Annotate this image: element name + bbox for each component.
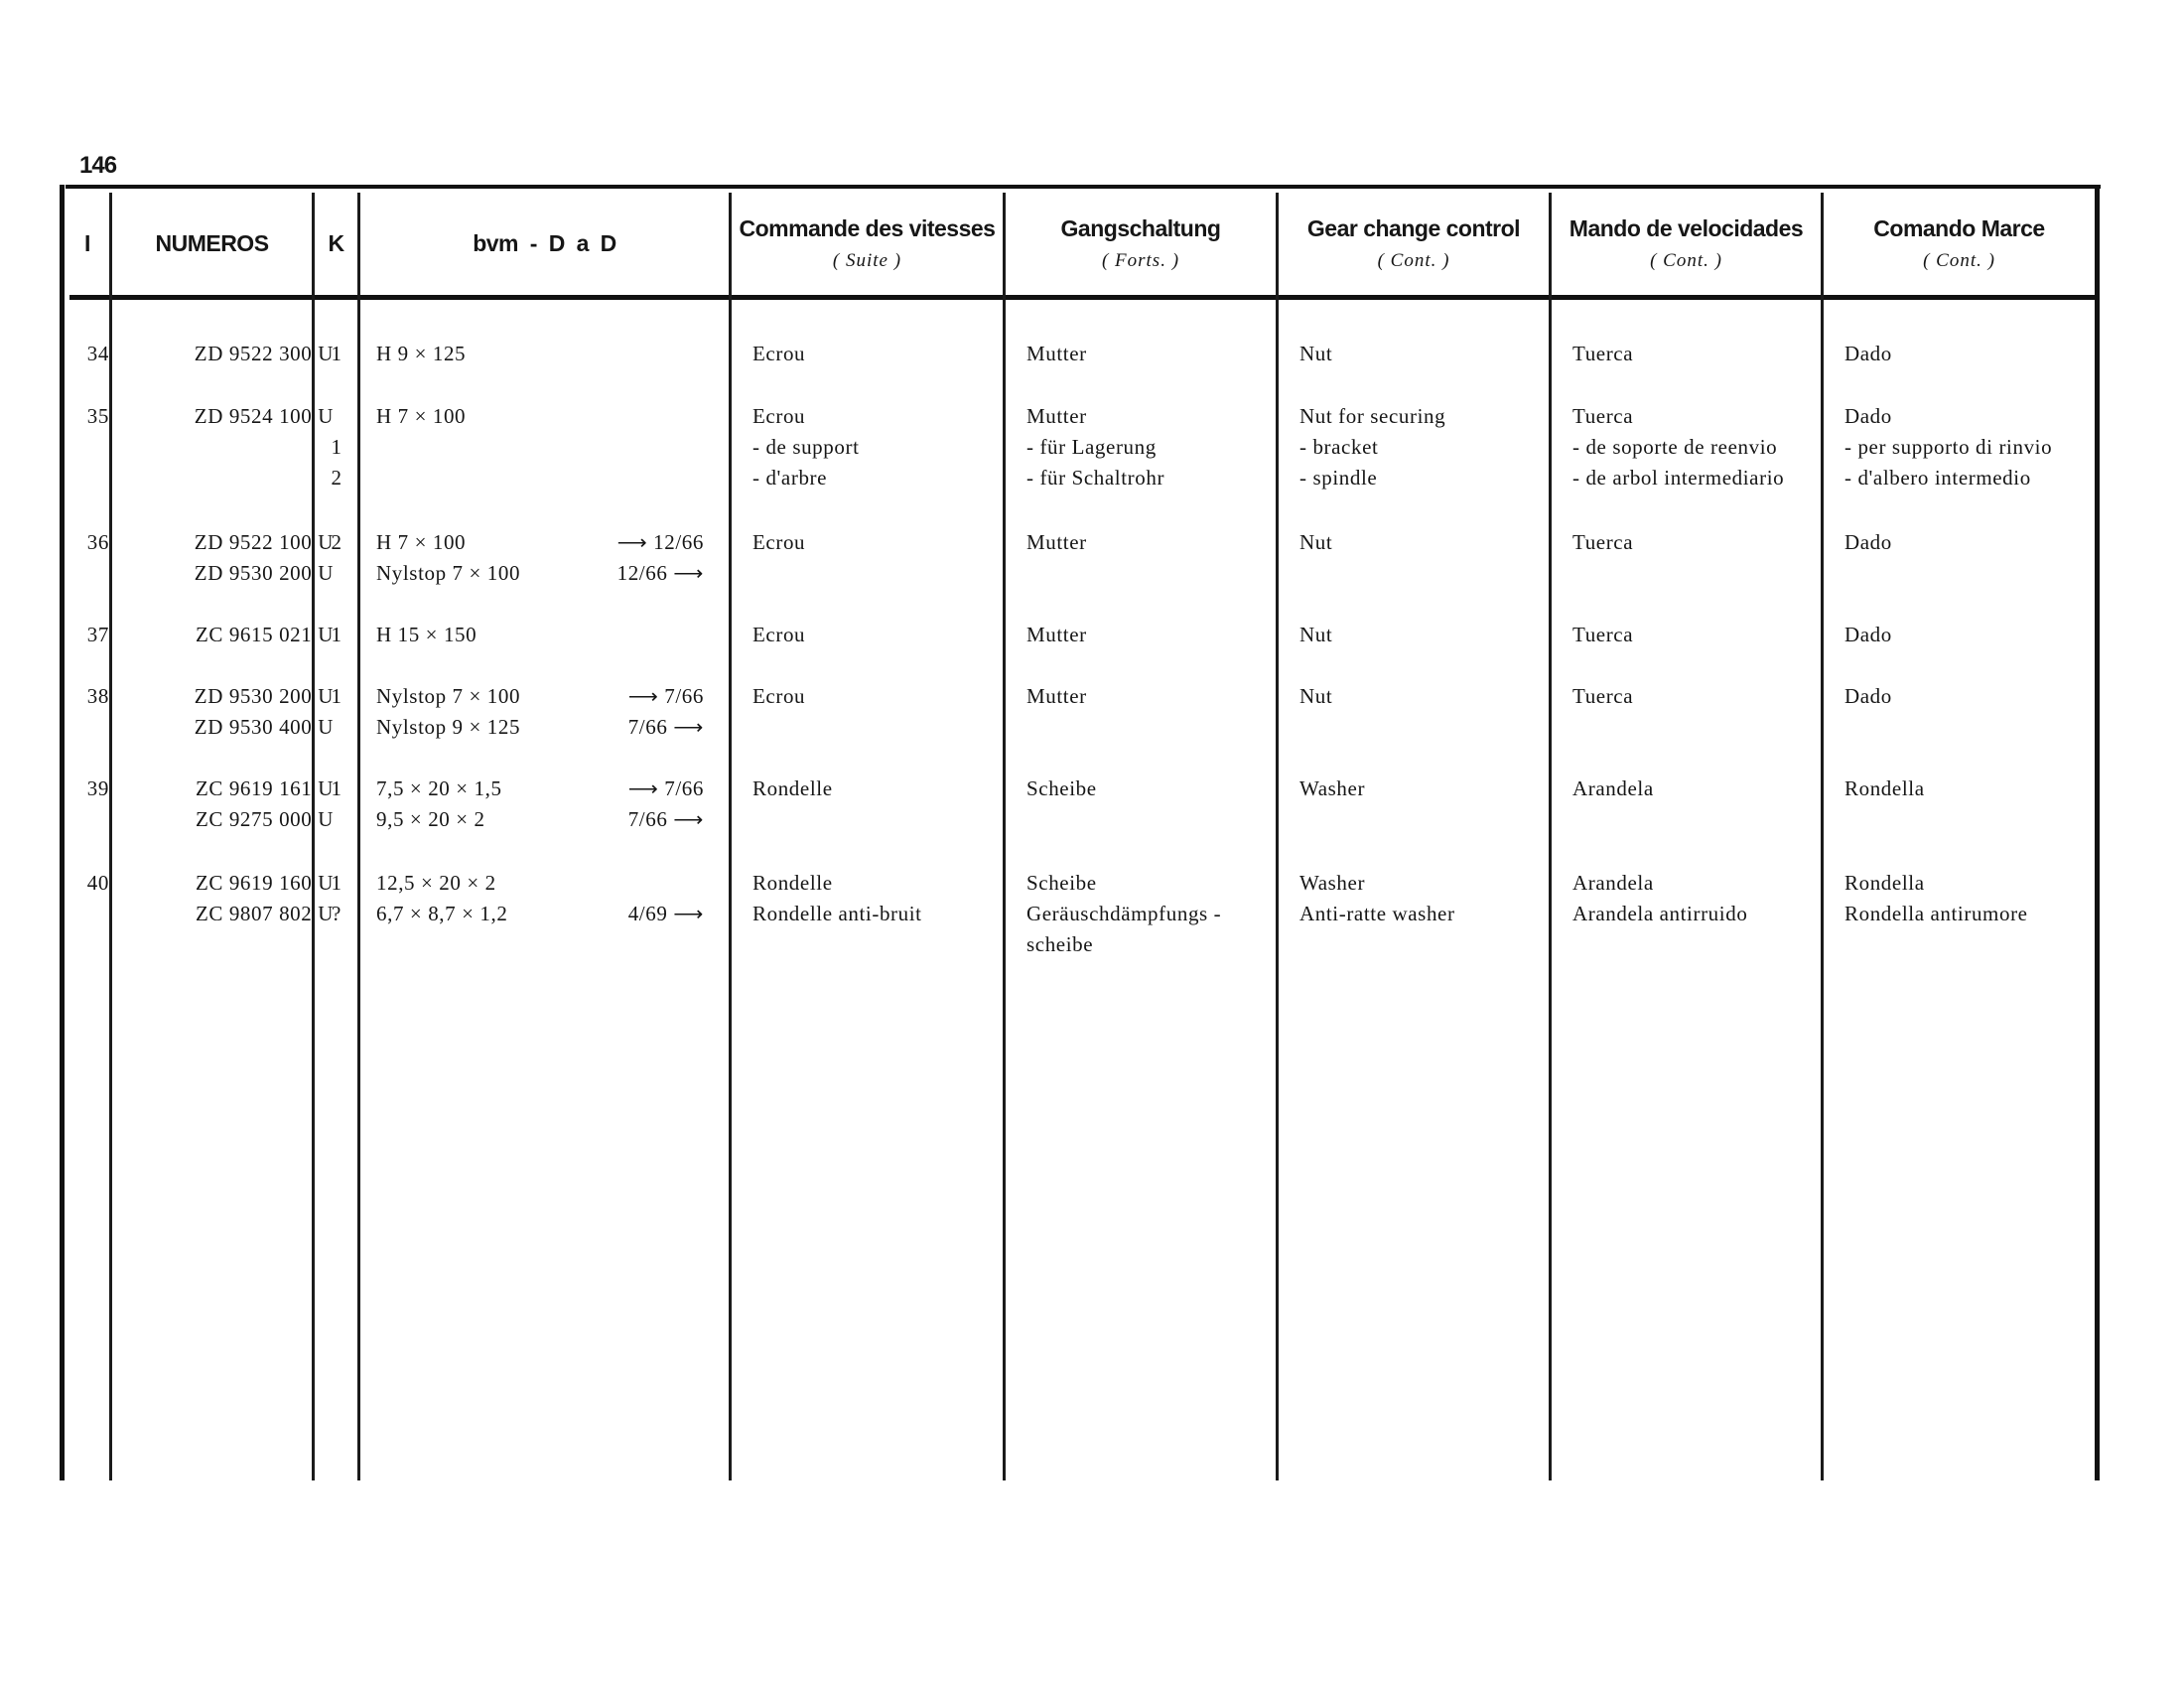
designation-it [1844,620,2103,650]
designation-text: Mutter [1026,684,1087,708]
designation-de [1026,774,1285,804]
designation-text: - bracket [1299,435,1379,459]
designation-en [1299,339,1558,369]
designation-text: Rondelle anti-bruit [752,902,922,925]
quantity-value [326,401,347,432]
part-numbers [143,527,334,589]
designation-text: Nut [1299,623,1333,646]
designation-en [1299,527,1558,558]
validity-date: 4/69 ⟶ [627,902,704,925]
dimension-spec [376,681,704,743]
designation-text: Tuerca [1572,530,1634,554]
designation-text: Ecrou [752,342,806,365]
table-right-border [2095,185,2100,1480]
item-index-text: 35 [86,404,109,428]
designation-text: - de soporte de reenvio [1572,435,1778,459]
designation-text: Dado [1844,623,1892,646]
designation-text: Anti-ratte washer [1299,902,1455,925]
designation-fr [752,401,1011,493]
designation-es [1572,620,1831,650]
dimension-text: 6,7 × 8,7 × 1,2 [376,902,508,925]
designation-fr [752,681,1011,712]
header-lang-title: Mando de velocidades [1569,214,1804,241]
part-number: ZC 9615 021 U [195,623,334,646]
designation-it [1844,527,2103,558]
designation-text: Rondelle [752,776,833,800]
header-lang-sub: ( Cont. ) [1377,249,1450,271]
item-index [77,868,109,899]
designation-en [1299,774,1558,804]
quantity-value: 1 [331,776,342,800]
part-number [143,463,334,493]
designation-de [1026,527,1285,558]
header-bvm-label: bvm - D a D [473,229,616,256]
header-lang-sub: ( Forts. ) [1101,249,1180,271]
dimension-spec [376,527,704,589]
header-numeros-label: NUMEROS [155,229,269,256]
parts-table [66,185,2101,1480]
part-number: ZD 9524 100 U [194,404,334,428]
designation-text: - de arbol intermediario [1572,466,1785,490]
part-numbers [143,774,334,835]
quantity-value: 2 [331,530,342,554]
designation-de [1026,681,1285,712]
dimension-text: 12,5 × 20 × 2 [376,871,496,895]
designation-en [1299,401,1558,493]
quantity-value: 1 [331,684,342,708]
header-lang-fr [732,199,1003,288]
dimension-text: Nylstop 7 × 100 [376,684,521,708]
designation-it [1844,401,2103,493]
designation-es [1572,774,1831,804]
quantity-value [326,712,347,743]
header-lang-title: Gear change control [1306,214,1521,241]
quantity-k [326,339,347,369]
header-lang-sub: ( Suite ) [832,249,902,271]
designation-text: Washer [1299,776,1366,800]
header-lang-title: Comando Marce [1873,214,2045,241]
designation-en [1299,681,1558,712]
designation-text: Mutter [1026,623,1087,646]
designation-text: Ecrou [752,404,806,428]
page-number: 146 [79,152,117,179]
header-lang-title: Gangschaltung [1060,214,1221,241]
designation-de [1026,620,1285,650]
designation-es [1572,868,1831,929]
designation-es [1572,681,1831,712]
header-numeros [112,199,312,288]
designation-text: - für Schaltrohr [1026,466,1165,490]
part-numbers [143,401,334,493]
quantity-k [326,868,347,929]
dimension-line [376,774,704,804]
dimension-text: Nylstop 9 × 125 [376,715,521,739]
designation-text: Nut [1299,530,1333,554]
designation-text: Tuerca [1572,684,1634,708]
dimension-spec [376,401,704,493]
designation-text: - spindle [1299,466,1378,490]
designation-text: - de support [752,435,860,459]
column-divider-k [357,193,360,1480]
part-numbers [143,868,334,929]
designation-text: Rondella [1844,871,1925,895]
dimension-text: H 15 × 150 [376,623,478,646]
item-index-text: 40 [86,871,109,895]
part-number: ZC 9619 160 U [195,871,334,895]
designation-text: Scheibe [1026,871,1097,895]
validity-date: ⟶ 7/66 [627,684,704,708]
designation-de [1026,401,1285,493]
header-bottom-rule [69,295,2095,300]
part-number: ZC 9619 161 U [195,776,334,800]
designation-it [1844,681,2103,712]
part-number: ZC 9275 000 U [195,807,334,831]
designation-text: Tuerca [1572,404,1634,428]
header-lang-en [1279,199,1549,288]
header-lang-it [1824,199,2095,288]
designation-de [1026,339,1285,369]
dimension-spec [376,868,704,929]
header-index-label: I [84,229,90,256]
dimension-text [376,463,704,493]
quantity-k [326,620,347,650]
item-index-text: 36 [86,530,109,554]
dimension-text: 7,5 × 20 × 1,5 [376,776,502,800]
designation-text: Nut [1299,684,1333,708]
dimension-spec [376,339,704,369]
quantity-value: ? [332,902,341,925]
part-number [143,432,334,463]
quantity-value: 1 [331,871,342,895]
validity-date: ⟶ 7/66 [627,776,704,800]
item-index-text: 34 [86,342,109,365]
quantity-value [326,804,347,835]
designation-text: Nut for securing [1299,404,1446,428]
designation-text: Ecrou [752,623,806,646]
dimension-text: H 7 × 100 [376,530,467,554]
quantity-value [326,558,347,589]
designation-text: Tuerca [1572,623,1634,646]
validity-date: 7/66 ⟶ [627,715,704,739]
header-k [315,199,357,288]
table-top-rule [66,185,2101,189]
dimension-line [376,868,704,899]
designation-en [1299,620,1558,650]
validity-date: ⟶ 12/66 [616,530,704,554]
designation-text: Rondella antirumore [1844,902,2028,925]
quantity-value: 1 [331,435,342,459]
designation-text: Mutter [1026,404,1087,428]
dimension-text: H 7 × 100 [376,404,467,428]
column-divider-fr [1003,193,1006,1480]
designation-fr [752,620,1011,650]
designation-text: Dado [1844,684,1892,708]
designation-text: - d'arbre [752,466,828,490]
designation-en [1299,868,1558,929]
item-index [77,681,109,712]
designation-text: Scheibe [1026,776,1097,800]
quantity-k [326,527,347,589]
item-index [77,774,109,804]
part-numbers [143,620,334,650]
designation-text: Mutter [1026,342,1087,365]
designation-text: - d'albero intermedio [1844,466,2031,490]
designation-it [1844,868,2103,929]
designation-text: Geräuschdämpfungs - [1026,902,1222,925]
designation-text: Rondelle [752,871,833,895]
dimension-spec [376,774,704,835]
quantity-value: 2 [331,466,342,490]
designation-it [1844,774,2103,804]
designation-fr [752,339,1011,369]
designation-text: Nut [1299,342,1333,365]
designation-text: Dado [1844,342,1892,365]
header-lang-title: Commande des vitesses [739,214,996,241]
part-numbers [143,339,334,369]
dimension-line [376,712,704,743]
designation-text: Dado [1844,404,1892,428]
quantity-value: 1 [331,623,342,646]
item-index-text: 38 [86,684,109,708]
dimension-line [376,558,704,589]
designation-fr [752,868,1011,929]
part-number: ZC 9807 802 U [195,902,334,925]
quantity-value: 1 [331,342,342,365]
designation-text: Arandela [1572,776,1654,800]
designation-es [1572,339,1831,369]
part-number: ZD 9530 200 U [194,561,334,585]
dimension-spec [376,620,704,650]
quantity-k [326,774,347,835]
designation-it [1844,339,2103,369]
column-divider-en [1549,193,1552,1480]
part-number: ZD 9530 400 U [194,715,334,739]
dimension-line [376,804,704,835]
validity-date: 7/66 ⟶ [627,807,704,831]
designation-text: Mutter [1026,530,1087,554]
item-index [77,339,109,369]
designation-text: Dado [1844,530,1892,554]
part-number: ZD 9522 100 U [194,530,334,554]
table-left-border [60,185,65,1480]
column-divider-index [109,193,112,1480]
designation-text: Ecrou [752,530,806,554]
validity-date: 12/66 ⟶ [616,561,704,585]
header-k-label: K [328,229,344,256]
dimension-text [376,432,704,463]
header-bvm [360,199,729,288]
item-index-text: 39 [86,776,109,800]
header-lang-sub: ( Cont. ) [1923,249,1995,271]
designation-es [1572,527,1831,558]
dimension-line [376,681,704,712]
dimension-text: H 9 × 125 [376,342,467,365]
dimension-line [376,527,704,558]
designation-text: Washer [1299,871,1366,895]
dimension-line [376,899,704,929]
designation-text: - für Lagerung [1026,435,1157,459]
column-divider-es [1821,193,1824,1480]
item-index [77,401,109,432]
designation-text: Ecrou [752,684,806,708]
item-index [77,620,109,650]
header-lang-sub: ( Cont. ) [1650,249,1722,271]
dimension-text: 9,5 × 20 × 2 [376,807,485,831]
part-numbers [143,681,334,743]
designation-de [1026,868,1285,960]
designation-text: scheibe [1026,932,1094,956]
quantity-k [326,401,347,493]
header-lang-es [1552,199,1821,288]
column-divider-de [1276,193,1279,1480]
designation-fr [752,527,1011,558]
header-index [66,199,109,288]
designation-text: Arandela antirruido [1572,902,1748,925]
designation-es [1572,401,1831,493]
header-lang-de [1006,199,1276,288]
designation-text: Rondella [1844,776,1925,800]
item-index-text: 37 [86,623,109,646]
designation-text: Arandela [1572,871,1654,895]
dimension-text: Nylstop 7 × 100 [376,561,521,585]
designation-text: Tuerca [1572,342,1634,365]
designation-fr [752,774,1011,804]
designation-text: - per supporto di rinvio [1844,435,2053,459]
column-divider-bvm [729,193,732,1480]
column-divider-numeros [312,193,315,1480]
quantity-k [326,681,347,743]
part-number: ZD 9522 300 U [194,342,334,365]
part-number: ZD 9530 200 U [194,684,334,708]
item-index [77,527,109,558]
